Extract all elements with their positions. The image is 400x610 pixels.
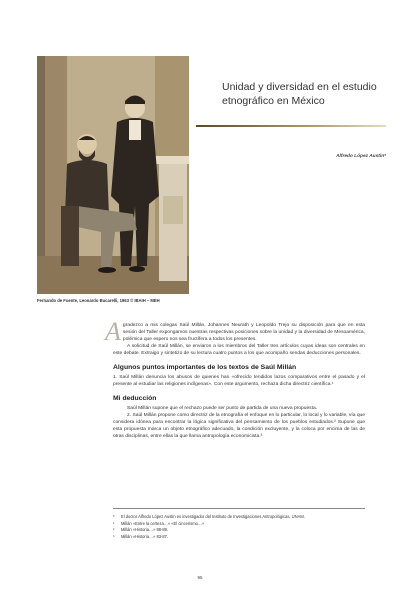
historical-photograph <box>37 56 189 294</box>
two-men-portrait-image <box>37 56 189 294</box>
section-heading-puntos: Algunos puntos importantes de los textos de Saúl Millán <box>113 364 297 371</box>
paragraph-3: 1. Saúl Millán denuncia los abusos de quienes han «ofrecido tendidos lazos comparativos entre el pasado y el presente al estudiar las religiones indígenas». Con este argumento, rechaza dicha directriz científica.¹ <box>113 375 365 387</box>
section-heading-deduccion: Mi deducción <box>113 395 157 402</box>
footnote: ³ Millán «Historia…» 83-87. <box>113 533 169 539</box>
article-body <box>105 317 365 440</box>
footnote: ² Millán «Historia…» 88-89. <box>113 527 169 532</box>
title-divider <box>196 125 386 127</box>
paragraph-4: Saúl Millán supone que el rechazo puede ser punto de partida de una nueva propuesta. <box>127 406 318 411</box>
page-number: 95 <box>197 575 203 580</box>
drop-cap: A <box>105 317 121 346</box>
article-title: Unidad y diversidad en el estudio etnográfico en México <box>222 81 377 107</box>
footnote: * El doctor Alfredo López Austin es investigador del Instituto de Investigaciones Antropológicas, UNAM. <box>113 514 305 519</box>
footnote: ¹ Millán «Entre la certeza…» «El cincerismo…» <box>113 520 205 526</box>
paragraph-intro: Agradezco a mis colegas Saúl Millán, Johannes Neurath y Leopoldo Trejo su disposición para que en esta sesión del Taller expongamos nuestras respectivas posiciones sobre la unidad y la diversidad de Mesoamérica, polémica que espero nos sea fructífera a todos los presentes. <box>105 317 365 346</box>
photo-caption: Fernando de Fuente, Leonardo Bucarelli, 1963 © IBAIH – MEH <box>37 298 160 303</box>
article-author: Alfredo López Austin* <box>336 154 386 159</box>
footnotes <box>113 508 365 540</box>
paragraph-2: A solicitud de Saúl Millán, se enviaron a los miembros del Taller tres artículos cuyas ideas son centrales en este debate. Extraigo y sintetizo de su lectura cuatro puntos a los que acompaño sendas deducciones personales. <box>113 344 365 356</box>
paragraph-5: 2. Saúl Millán propone como directriz de la etnografía el enfoque en lo particular, lo local y lo variable, vía que considera idónea para encontrar la lógica significativa del pensamiento de los pueblos estudiados.² Supone que esta propuesta marca un objeto etnográfico adecuado, la condición excluyente, y la coloca por encima de las de otras disciplinas, entre ellas la que llama antropología economicista.³ <box>113 413 365 439</box>
